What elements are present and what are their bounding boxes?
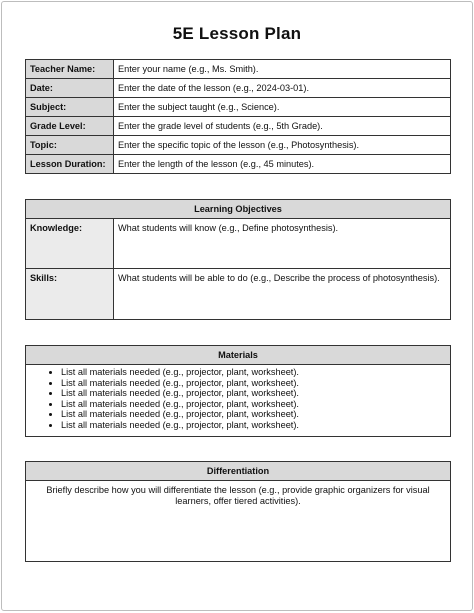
lesson-info-table xyxy=(25,59,451,174)
table-row xyxy=(26,269,451,320)
list-item: • List all materials needed (e.g., projector, plant, worksheet). xyxy=(61,388,446,399)
list-item: • List all materials needed (e.g., projector, plant, worksheet). xyxy=(61,367,446,378)
list-item: • List all materials needed (e.g., projector, plant, worksheet). xyxy=(61,409,446,420)
differentiation-text: Briefly describe how you will differentiate the lesson (e.g., provide graphic organizers for visual learners, offer tiered activities). xyxy=(26,481,451,562)
teacher-name-label: Teacher Name: xyxy=(26,60,114,79)
table-row xyxy=(26,200,451,219)
page-title: 5E Lesson Plan xyxy=(172,24,302,43)
topic-label: Topic: xyxy=(26,136,114,155)
differentiation-table xyxy=(25,461,451,562)
list-item: • List all materials needed (e.g., projector, plant, worksheet). xyxy=(61,378,446,389)
table-row xyxy=(26,481,451,562)
document-page xyxy=(1,1,473,611)
date-label: Date: xyxy=(26,79,114,98)
table-row xyxy=(26,117,451,136)
differentiation-heading: Differentiation xyxy=(26,462,451,481)
date-value: Enter the date of the lesson (e.g., 2024-03-01). xyxy=(114,79,451,98)
table-row xyxy=(26,462,451,481)
lesson-duration-label: Lesson Duration: xyxy=(26,155,114,174)
table-row xyxy=(26,155,451,174)
lesson-duration-value: Enter the length of the lesson (e.g., 45 minutes). xyxy=(114,155,451,174)
skills-label: Skills: xyxy=(26,269,114,320)
subject-value: Enter the subject taught (e.g., Science). xyxy=(114,98,451,117)
table-row xyxy=(26,60,451,79)
table-row xyxy=(26,98,451,117)
list-item: • List all materials needed (e.g., projector, plant, worksheet). xyxy=(61,399,446,410)
materials-heading: Materials xyxy=(26,346,451,365)
skills-value: What students will be able to do (e.g., Describe the process of photosynthesis). xyxy=(114,269,451,320)
grade-level-label: Grade Level: xyxy=(26,117,114,136)
materials-table xyxy=(25,345,451,437)
knowledge-label: Knowledge: xyxy=(26,219,114,269)
table-row xyxy=(26,79,451,98)
list-item: • List all materials needed (e.g., projector, plant, worksheet). xyxy=(61,420,446,431)
knowledge-value: What students will know (e.g., Define photosynthesis). xyxy=(114,219,451,269)
topic-value: Enter the specific topic of the lesson (e.g., Photosynthesis). xyxy=(114,136,451,155)
learning-objectives-table xyxy=(25,199,451,320)
subject-label: Subject: xyxy=(26,98,114,117)
learning-objectives-heading: Learning Objectives xyxy=(26,200,451,219)
table-row xyxy=(26,346,451,365)
materials-cell xyxy=(26,365,451,437)
teacher-name-value: Enter your name (e.g., Ms. Smith). xyxy=(114,60,451,79)
table-row xyxy=(26,365,451,437)
table-row xyxy=(26,219,451,269)
grade-level-value: Enter the grade level of students (e.g., 5th Grade). xyxy=(114,117,451,136)
table-row xyxy=(26,136,451,155)
materials-list xyxy=(30,367,446,431)
